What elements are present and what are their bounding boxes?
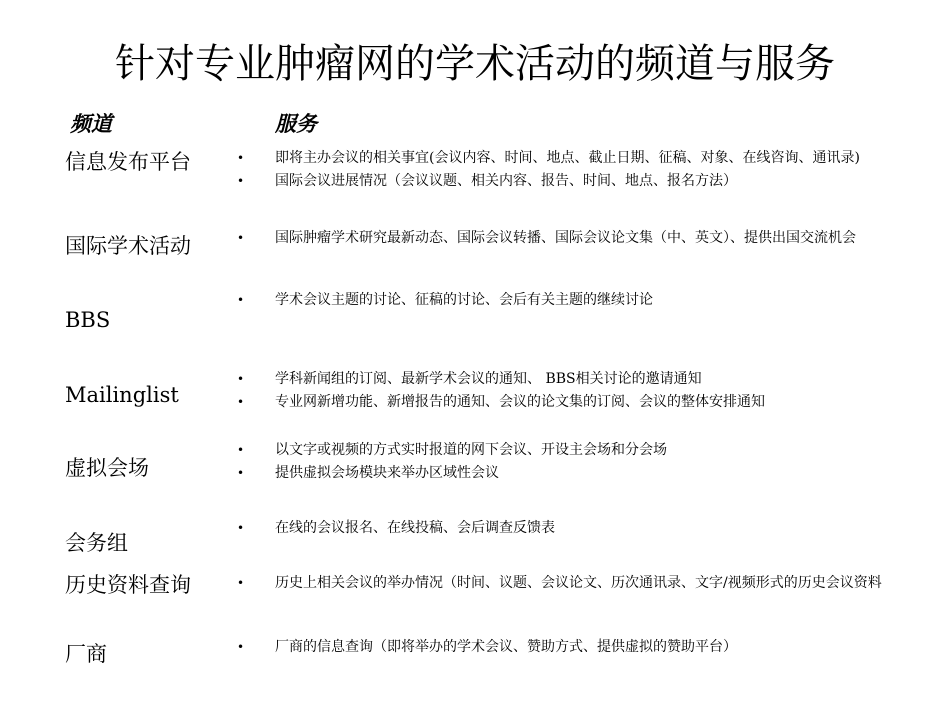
service-text: 提供虚拟会场模块来举办区域性会议 xyxy=(275,465,499,481)
channel-label: 历史资料查询 xyxy=(65,573,191,597)
service-item xyxy=(235,393,915,412)
bullet-icon: • xyxy=(237,521,245,535)
service-text: 学科新闻组的订阅、最新学术会议的通知、 BBS相关讨论的邀请通知 xyxy=(275,371,702,387)
service-text: 厂商的信息查询（即将举办的学术会议、赞助方式、提供虚拟的赞助平台） xyxy=(275,639,737,655)
service-text: 国际会议进展情况（会议议题、相关内容、报告、时间、地点、报名方法） xyxy=(275,173,737,189)
service-item xyxy=(235,291,915,310)
bullet-icon: • xyxy=(237,151,245,165)
bullet-icon: • xyxy=(237,640,245,654)
page-title: 针对专业肿瘤网的学术活动的频道与服务 xyxy=(115,41,835,87)
service-list xyxy=(235,638,915,661)
bullet-icon: • xyxy=(237,231,245,245)
channel-label: 信息发布平台 xyxy=(65,150,191,174)
channel-label: 国际学术活动 xyxy=(65,234,191,258)
service-list xyxy=(235,574,915,597)
service-text: 学术会议主题的讨论、征稿的讨论、会后有关主题的继续讨论 xyxy=(275,292,653,308)
bullet-icon: • xyxy=(237,443,245,457)
service-list xyxy=(235,149,915,195)
channel-label: 厂商 xyxy=(65,642,107,666)
service-item xyxy=(235,149,915,168)
service-list xyxy=(235,519,915,542)
bullet-icon: • xyxy=(237,576,245,590)
service-list xyxy=(235,370,915,416)
service-item xyxy=(235,172,915,191)
service-item xyxy=(235,229,915,248)
service-text: 专业网新增功能、新增报告的通知、会议的论文集的订阅、会议的整体安排通知 xyxy=(275,394,765,410)
service-text: 在线的会议报名、在线投稿、会后调查反馈表 xyxy=(275,520,555,536)
bullet-icon: • xyxy=(237,372,245,386)
channel-label: BBS xyxy=(65,308,111,332)
service-item xyxy=(235,574,915,593)
service-item xyxy=(235,441,915,460)
service-item xyxy=(235,638,915,657)
channel-label: Mailinglist xyxy=(65,383,179,407)
service-list xyxy=(235,291,915,314)
service-text: 国际肿瘤学术研究最新动态、国际会议转播、国际会议论文集（中、英文）、提供出国交流机会 xyxy=(275,230,856,246)
service-item xyxy=(235,370,915,389)
channel-column-header: 频道 xyxy=(70,111,112,136)
bullet-icon: • xyxy=(237,293,245,307)
bullet-icon: • xyxy=(237,466,245,480)
channel-label: 虚拟会场 xyxy=(65,456,149,480)
service-item xyxy=(235,464,915,483)
service-text: 历史上相关会议的举办情况（时间、议题、会议论文、历次通讯录、文字/视频形式的历史会议资料 xyxy=(275,575,882,591)
service-list xyxy=(235,229,915,252)
service-column-header: 服务 xyxy=(275,111,317,136)
bullet-icon: • xyxy=(237,395,245,409)
service-list xyxy=(235,441,915,487)
bullet-icon: • xyxy=(237,174,245,188)
service-text: 即将主办会议的相关事宜(会议内容、时间、地点、截止日期、征稿、对象、在线咨询、通讯录) xyxy=(275,150,860,166)
channel-label: 会务组 xyxy=(65,531,128,555)
service-item xyxy=(235,519,915,538)
service-text: 以文字或视频的方式实时报道的网下会议、开设主会场和分会场 xyxy=(275,442,667,458)
